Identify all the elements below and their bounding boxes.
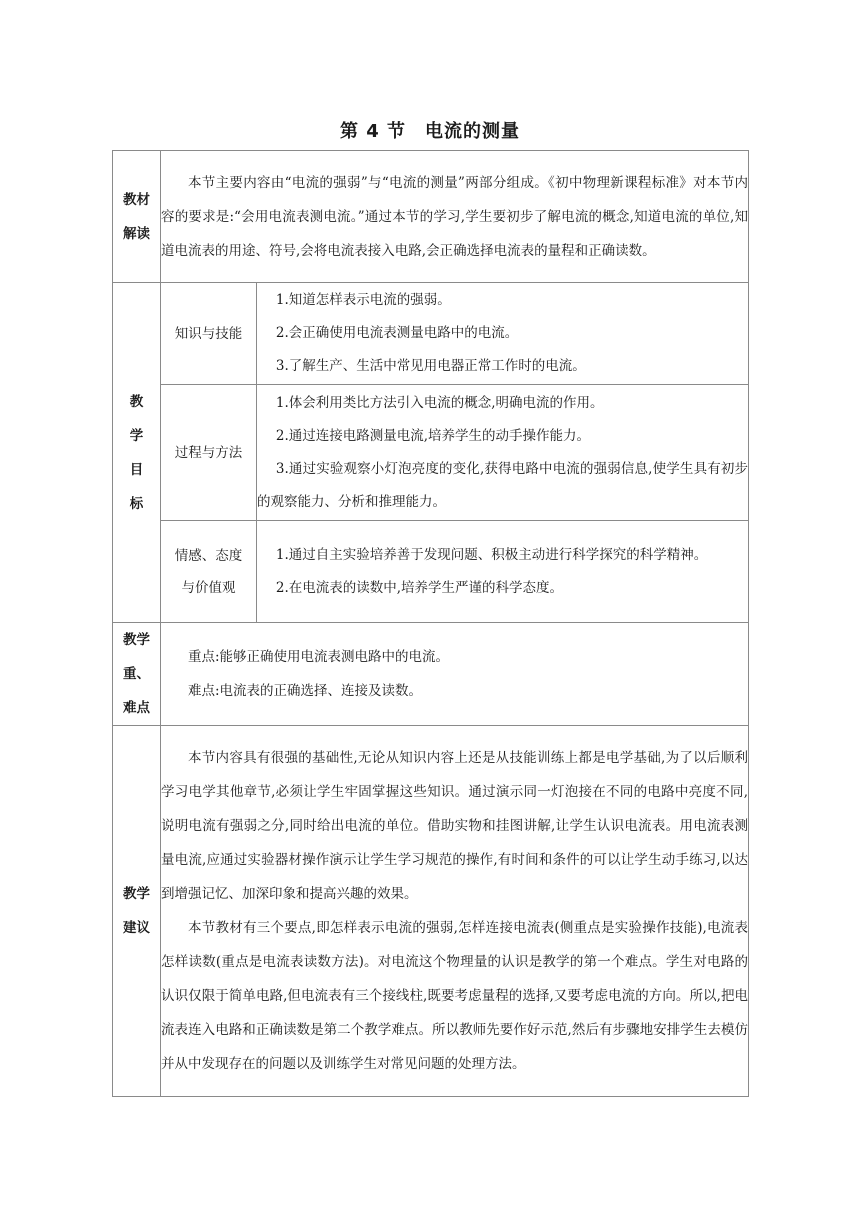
key-difficult-points-text (161, 623, 749, 726)
paragraph: 本节内容具有很强的基础性,无论从知识内容上还是从技能训练上都是电学基础,为了以后顺利学习电学其他章节,必须让学生牢固掌握这些知识。通过演示同一灯泡接在不同的电路中亮度不同,说明电流有强弱之分,同时给出电流的单位。借助实物和挂图讲解,让学生认识电流表。用电流表测量电流,应通过实验器材操作演示让学生学习规范的操作,有时间和条件的可以让学生动手练习,以达到增强记忆、加深印象和提高兴趣的效果。 (161, 750, 749, 902)
row-textbook-interpretation (113, 151, 749, 283)
attitude-values-items (257, 521, 749, 623)
label-line: 情感、态度 (174, 547, 243, 564)
header-line: 教学 (123, 632, 150, 648)
header-line: 重、 (123, 666, 150, 682)
difficult-point: 难点:电流表的正确选择、连接及读数。 (188, 683, 423, 699)
lesson-plan-table (112, 150, 749, 1097)
paragraph: 本节教材有三个要点,即怎样表示电流的强弱,怎样连接电流表(侧重点是实验操作技能),电流表怎样读数(重点是电流表读数方法)。对电流这个物理量的认识是教学的第一个难点。学生对电路的认识仅限于简单电路,但电流表有三个接线柱,既要考虑量程的选择,又要考虑电流的方向。所以,把电流表连入电路和正确读数是第二个教学难点。所以教师先要作好示范,然后有步骤地安排学生去模仿并从中发现存在的问题以及训练学生对常见问题的处理方法。 (161, 920, 749, 1072)
row-key-difficult-points (113, 623, 749, 726)
knowledge-skills-items (257, 283, 749, 385)
header-key-difficult-points (113, 623, 161, 726)
header-line: 目 (129, 461, 144, 478)
objective-item: 2.在电流表的读数中,培养学生严谨的科学态度。 (275, 579, 564, 596)
header-line: 教学 (123, 886, 150, 902)
header-line: 解读 (123, 225, 150, 242)
header-textbook-interpretation (113, 151, 161, 283)
objective-item: 3.了解生产、生活中常见用电器正常工作时的电流。 (275, 358, 586, 374)
objective-item: 3.通过实验观察小灯泡亮度的变化,获得电路中电流的强弱信息,使学生具有初步的观察能力、分析和推理能力。 (257, 460, 749, 510)
row-objective-process (113, 385, 749, 521)
paragraph: 本节主要内容由“电流的强弱”与“电流的测量”两部分组成。《初中物理新课程标准》对本节内容的要求是:“会用电流表测电流。”通过本节的学习,学生要初步了解电流的概念,知道电流的单位,知道电流表的用途、符号,会将电流表接入电路,会正确选择电流表的量程和正确读数。 (161, 174, 749, 259)
header-line: 难点 (123, 700, 150, 716)
label-line: 与价值观 (181, 579, 236, 596)
teaching-suggestions-text (161, 726, 749, 1097)
header-teaching-objectives (113, 283, 161, 623)
label-line: 过程与方法 (174, 444, 243, 461)
label-knowledge-skills (161, 283, 257, 385)
objective-item: 1.通过自主实验培养善于发现问题、积极主动进行科学探究的科学精神。 (275, 546, 708, 563)
label-line: 知识与技能 (174, 325, 243, 342)
key-point: 重点:能够正确使用电流表测电路中的电流。 (188, 649, 450, 665)
objective-item: 1.知道怎样表示电流的强弱。 (275, 292, 451, 308)
row-teaching-suggestions (113, 726, 749, 1097)
header-line: 标 (129, 495, 144, 512)
textbook-interpretation-text (161, 151, 749, 283)
row-objective-attitude (113, 521, 749, 623)
label-attitude-values (161, 521, 257, 623)
objective-item: 2.通过连接电路测量电流,培养学生的动手操作能力。 (275, 427, 591, 444)
header-line: 教材 (123, 191, 150, 208)
process-methods-items (257, 385, 749, 521)
header-line: 建议 (123, 920, 150, 936)
objective-item: 1.体会利用类比方法引入电流的概念,明确电流的作用。 (275, 394, 604, 411)
header-line: 学 (129, 427, 144, 444)
page-title: 第 4 节 电流的测量 (339, 121, 521, 142)
label-process-methods (161, 385, 257, 521)
header-teaching-suggestions (113, 726, 161, 1097)
objective-item: 2.会正确使用电流表测量电路中的电流。 (275, 325, 519, 341)
header-line: 教 (129, 393, 144, 410)
row-objective-knowledge (113, 283, 749, 385)
